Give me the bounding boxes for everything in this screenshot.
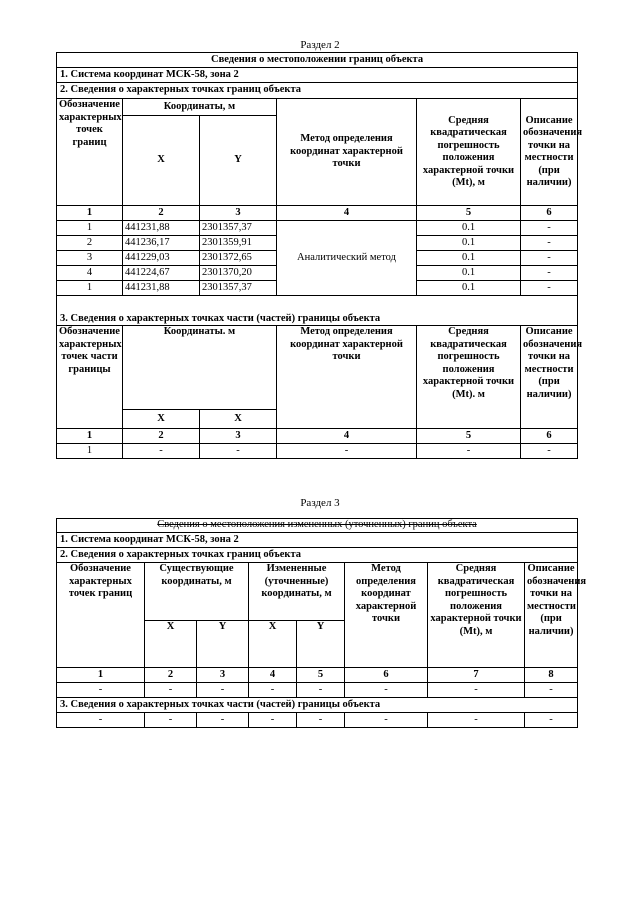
header-x: X: [123, 116, 200, 206]
table-cell: -: [345, 683, 428, 698]
table-row: [57, 221, 578, 236]
col-number: 6: [345, 668, 428, 683]
point-error: 0.1: [417, 266, 521, 281]
table-cell: -: [123, 444, 200, 459]
table-cell: -: [57, 713, 145, 728]
section2-coord-system: 1. Система координат МСК-58, зона 2: [57, 68, 578, 83]
col-number: 3: [200, 429, 277, 444]
part-header-y: X: [200, 410, 277, 429]
point-description: -: [521, 281, 578, 296]
table-row: [57, 444, 578, 459]
point-error: 0.1: [417, 236, 521, 251]
method-value: Аналитический метод: [277, 221, 417, 296]
col-number: 3: [197, 668, 249, 683]
s3-header-description: Описание обозначения точки на местности (при наличии): [525, 563, 578, 668]
table-cell: -: [525, 683, 578, 698]
point-description: -: [521, 266, 578, 281]
table-cell: -: [145, 713, 197, 728]
header-designation: Обозначение характерных точек границ: [57, 99, 123, 206]
table-cell: -: [249, 683, 297, 698]
col-number: 7: [428, 668, 525, 683]
header-description: Описание обозначения точки на местности (при наличии): [521, 99, 578, 206]
table-cell: -: [145, 683, 197, 698]
point-x: 441231,88: [123, 281, 200, 296]
col-number: 1: [57, 668, 145, 683]
col-number: 2: [123, 429, 200, 444]
section3-points-heading: 2. Сведения о характерных точках границ объекта: [57, 548, 578, 563]
col-number: 2: [145, 668, 197, 683]
section2-table: [56, 52, 583, 459]
point-description: -: [521, 221, 578, 236]
col-number: 4: [277, 429, 417, 444]
header-method: Метод определения координат характерной точки: [277, 99, 417, 206]
col-number: 5: [417, 429, 521, 444]
table-cell: -: [197, 683, 249, 698]
point-number: 4: [57, 266, 123, 281]
table-cell: -: [428, 683, 525, 698]
table-cell: -: [200, 444, 277, 459]
part-header-x: X: [123, 410, 200, 429]
section3-table-title: Сведения о местоположения измененных (уточненных) границ объекта: [57, 519, 578, 533]
point-y: 2301357,37: [200, 221, 277, 236]
s3-header-error: Средняя квадратическая погрешность положения характерной точки (Mt), м: [428, 563, 525, 668]
point-x: 441231,88: [123, 221, 200, 236]
header-error: Средняя квадратическая погрешность положения характерной точки (Mt), м: [417, 99, 521, 206]
point-x: 441224,67: [123, 266, 200, 281]
point-y: 2301359,91: [200, 236, 277, 251]
point-description: -: [521, 236, 578, 251]
col-number: 2: [123, 206, 200, 221]
table-cell: -: [428, 713, 525, 728]
col-number: 3: [200, 206, 277, 221]
point-description: -: [521, 251, 578, 266]
point-x: 441229,03: [123, 251, 200, 266]
section3-table: [56, 518, 587, 728]
table-cell: -: [345, 713, 428, 728]
point-y: 2301357,37: [200, 281, 277, 296]
col-number: 8: [525, 668, 578, 683]
col-number: 4: [277, 206, 417, 221]
table-cell: -: [521, 444, 578, 459]
point-y: 2301372,65: [200, 251, 277, 266]
table-cell: -: [417, 444, 521, 459]
s3-header-designation: Обозначение характерных точек границ: [57, 563, 145, 668]
s3-header-y2: Y: [297, 621, 345, 668]
point-number: 3: [57, 251, 123, 266]
table-cell: 1: [57, 444, 123, 459]
part-header-method: Метод определения координат характерной точки: [277, 326, 417, 429]
point-error: 0.1: [417, 251, 521, 266]
point-error: 0.1: [417, 281, 521, 296]
col-number: 6: [521, 429, 578, 444]
col-number: 5: [417, 206, 521, 221]
table-cell: -: [57, 683, 145, 698]
part-header-designation: Обозначение характерных точек части границы: [57, 326, 123, 429]
table-cell: -: [277, 444, 417, 459]
header-y: Y: [200, 116, 277, 206]
point-y: 2301370,20: [200, 266, 277, 281]
point-number: 1: [57, 221, 123, 236]
table-row: [57, 683, 578, 698]
s3-header-changed: Измененные (уточненные) координаты, м: [249, 563, 345, 621]
section3-coord-system: 1. Система координат МСК-58, зона 2: [57, 533, 578, 548]
table-cell: -: [525, 713, 578, 728]
col-number: 6: [521, 206, 578, 221]
col-number: 5: [297, 668, 345, 683]
table-cell: -: [197, 713, 249, 728]
section3-part-heading: 3. Сведения о характерных точках части (частей) границы объекта: [57, 698, 578, 713]
part-header-coordinates: Координаты. м: [123, 326, 277, 410]
section3-title: Раздел 3: [300, 497, 340, 509]
point-number: 2: [57, 236, 123, 251]
header-coordinates: Координаты, м: [123, 99, 277, 116]
point-number: 1: [57, 281, 123, 296]
section2-points-heading: 2. Сведения о характерных точках границ объекта: [57, 83, 578, 99]
section2-part-heading: 3. Сведения о характерных точках части (частей) границы объекта: [57, 296, 578, 326]
s3-header-method: Метод определения координат характерной точки: [345, 563, 428, 668]
section2-table-title: Сведения о местоположении границ объекта: [57, 53, 578, 68]
col-number: 1: [57, 429, 123, 444]
s3-header-x2: X: [249, 621, 297, 668]
table-cell: -: [297, 713, 345, 728]
s3-header-y1: Y: [197, 621, 249, 668]
section2-title: Раздел 2: [300, 39, 340, 51]
table-cell: -: [297, 683, 345, 698]
part-header-description: Описание обозначения точки на местности (при наличии): [521, 326, 578, 429]
s3-header-x1: X: [145, 621, 197, 668]
point-x: 441236,17: [123, 236, 200, 251]
part-header-error: Средняя квадратическая погрешность положения характерной точки (Mt). м: [417, 326, 521, 429]
col-number: 4: [249, 668, 297, 683]
table-row: [57, 713, 578, 728]
col-number: 1: [57, 206, 123, 221]
s3-header-existing: Существующие координаты, м: [145, 563, 249, 621]
table-cell: -: [249, 713, 297, 728]
point-error: 0.1: [417, 221, 521, 236]
